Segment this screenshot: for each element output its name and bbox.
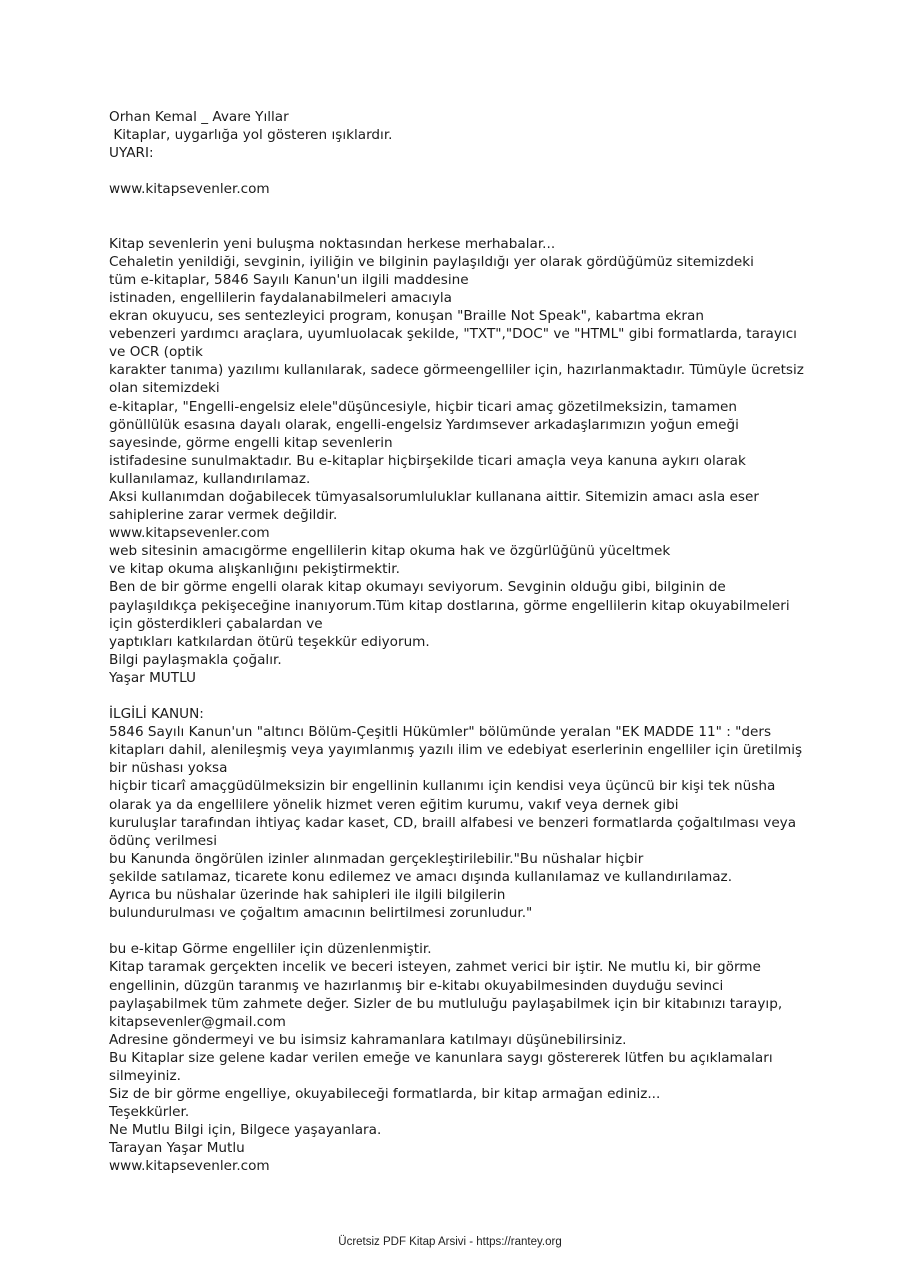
intro-line: vebenzeri yardımcı araçlara, uyumluolacak şekilde, "TXT","DOC" ve "HTML" gibi formatlarda, tarayıcı ve OCR (optik [109,326,802,361]
closing-line: Ne Mutlu Bilgi için, Bilgece yaşayanlara. [109,1122,382,1139]
book-title-line: Orhan Kemal _ Avare Yıllar [109,109,289,125]
intro-line: tüm e-kitaplar, 5846 Sayılı Kanun'un ilgili maddesine [109,271,469,288]
intro-line: ekran okuyucu, ses sentezleyici program, konuşan "Braille Not Speak", kabartma ekran [109,308,704,325]
intro-line: istinaden, engellilerin faydalanabilmeleri amacıyla [109,289,452,306]
scanner-signature-line: Tarayan Yaşar Mutlu [109,1140,245,1157]
law-line: kuruluşlar tarafından ihtiyaç kadar kaset, CD, braill alfabesi ve benzeri formatlarda çoğaltılması veya ödünç verilmesi [109,814,801,849]
intro-line: karakter tanıma) yazılımı kullanılarak, sadece görmeengelliler için, hazırlanmaktadır. Tümüyle ücretsiz olan sitemizdeki [109,362,809,397]
intro-line: istifadesine sunulmaktadır. Bu e-kitaplar hiçbirşekilde ticari amaçla veya kanuna aykırı olarak kullanılamaz, kullandırılamaz. [109,452,751,487]
intro-line: yaptıkları katkılardan ötürü teşekkür ediyorum. [109,633,430,650]
intro-line: web sitesinin amacıgörme engellilerin kitap okuma hak ve özgürlüğünü yüceltmek [109,543,671,560]
closing-line: Adresine göndermeyi ve bu isimsiz kahramanlara katılmayı düşünebilirsiniz. [109,1031,627,1048]
law-section [109,705,809,922]
intro-line: Ben de bir görme engelli olarak kitap okumayı seviyorum. Sevginin olduğu gibi, bilginin de paylaşıldıkça pekişeceğine inanıyorum.Tüm kitap dostlarına, görme engellilerin kitap okuyabilmeleri için gösterdikleri çabalardan ve [109,579,794,632]
law-line: bu Kanunda öngörülen izinler alınmadan gerçekleştirilebilir."Bu nüshalar hiçbir [109,850,644,867]
law-line: hiçbir ticarî amaçgüdülmeksizin bir engellinin kullanımı için kendisi veya üçüncü bir kişi tek nüsha olarak ya da engellilere yönelik hizmet veren eğitim kurumu, vakıf veya dernek gibi [109,778,780,813]
closing-line: bu e-kitap Görme engelliler için düzenlenmiştir. [109,941,432,958]
intro-line: ve kitap okuma alışkanlığını pekiştirmektir. [109,561,400,578]
intro-line: e-kitaplar, "Engelli-engelsiz elele"düşüncesiyle, hiçbir ticari amaç gözetilmeksizin, tamamen gönüllülük esasına dayalı olarak, engelli-engelsiz Yardımsever arkadaşlarımızın yoğun emeği sayesinde, görme engelli kitap sevenlerin [109,398,744,451]
intro-line: Bilgi paylaşmakla çoğalır. [109,651,282,668]
law-line: şekilde satılamaz, ticarete konu edilemez ve amacı dışında kullanılamaz ve kullandırılamaz. [109,868,733,885]
closing-line: Kitap taramak gerçekten incelik ve beceri isteyen, zahmet verici bir iştir. Ne mutlu ki, bir görme engellinin, düzgün taranmış ve hazırlanmış bir e-kitabı okuyabilmesinden duyduğu sevinci paylaşabilmek tüm zahmete değer. Sizler de bu mutluluğu paylaşabilmek için bir kitabınızı tarayıp, [109,959,783,1012]
law-line: bulundurulması ve çoğaltım amacının belirtilmesi zorunludur." [109,905,533,922]
closing-url-line: www.kitapsevenler.com [109,1158,270,1175]
closing-line: Bu Kitaplar size gelene kadar verilen emeğe ve kanunlara saygı göstererek lütfen bu açıklamaları silmeyiniz. [109,1049,777,1084]
intro-section [109,235,809,687]
site-url-line: www.kitapsevenler.com [109,181,270,198]
closing-line: Siz de bir görme engelliye, okuyabileceği formatlarda, bir kitap armağan ediniz... [109,1086,661,1103]
law-line: 5846 Sayılı Kanun'un "altıncı Bölüm-Çeşitli Hükümler" bölümünde yeralan "EK MADDE 11" : "ders kitapları dahil, alenileşmiş veya yayımlanmış yazılı ilim ve edebiyat eserlerinin engelliler için üretilmiş bir nüshası yoksa [109,724,807,777]
warning-heading: UYARI: [109,145,154,162]
law-line: Ayrıca bu nüshalar üzerinde hak sahipleri ile ilgili bilgilerin [109,887,506,904]
spacer [109,687,809,705]
email-line: kitapsevenler@gmail.com [109,1013,286,1030]
spacer [109,922,809,940]
page-footer: Ücretsiz PDF Kitap Arsivi - https://rantey.org [338,1236,562,1248]
intro-line: Aksi kullanımdan doğabilecek tümyasalsorumluluklar kullanana aittir. Sitemizin amacı asla eser sahiplerine zarar vermek değildir. [109,488,764,524]
closing-line: Teşekkürler. [109,1104,190,1121]
document-body [109,108,809,1176]
spacer [109,162,809,180]
motto-line: Kitaplar, uygarlığa yol gösteren ışıklardır. [109,127,393,144]
signature-line: Yaşar MUTLU [109,669,196,686]
spacer [109,198,809,216]
header-block [109,108,809,162]
intro-line: Cehaletin yenildiği, sevginin, iyiliğin ve bilginin paylaşıldığı yer olarak gördüğümüz sitemizdeki [109,253,754,270]
spacer [109,217,809,235]
intro-url-line: www.kitapsevenler.com [109,525,270,542]
intro-line: Kitap sevenlerin yeni buluşma noktasından herkese merhabalar... [109,235,556,252]
closing-section [109,940,809,1175]
law-heading: İLGİLİ KANUN: [109,706,204,723]
